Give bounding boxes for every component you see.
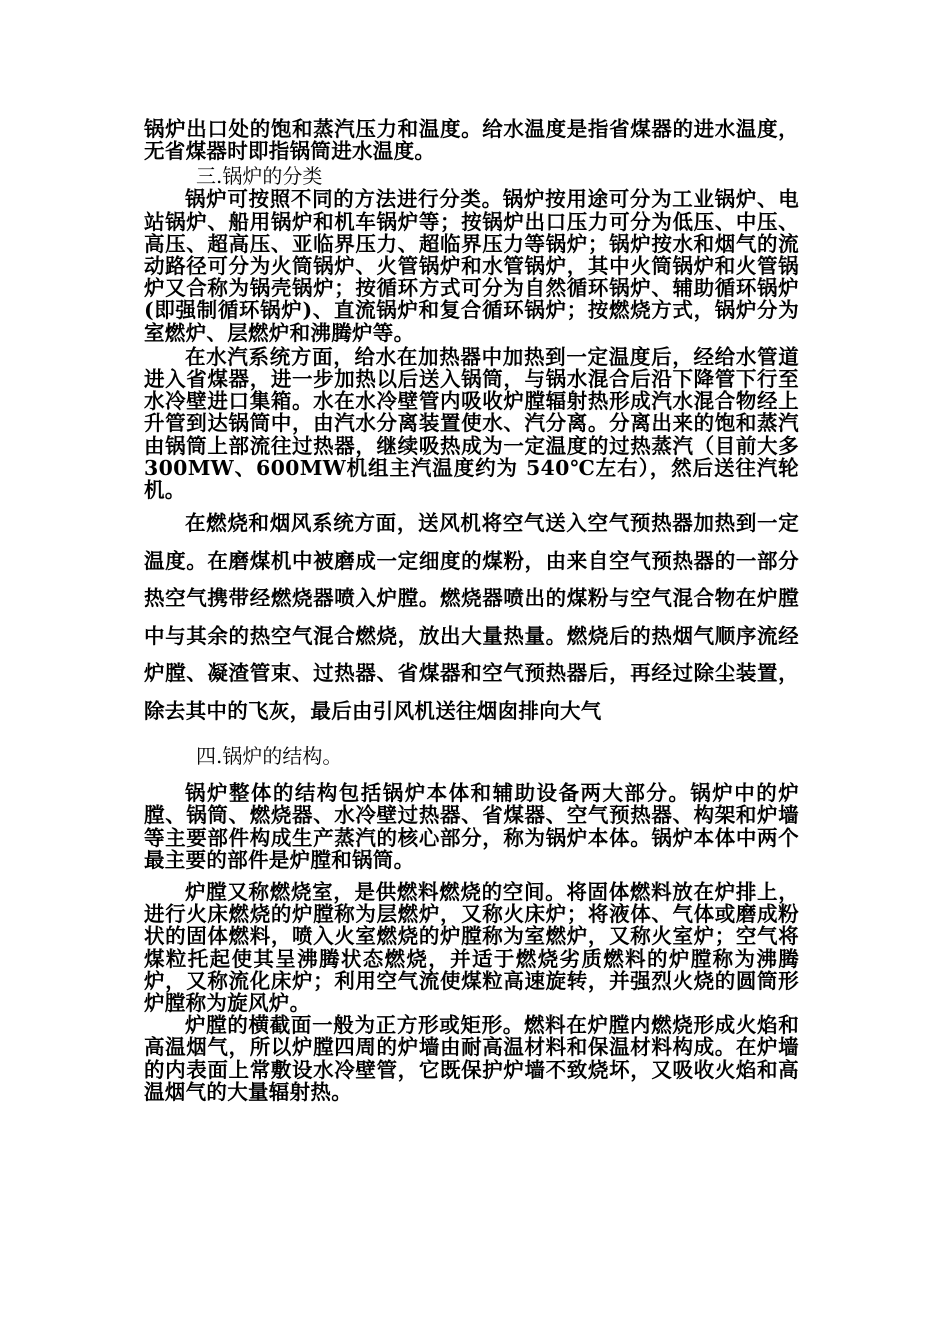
cross-section-paragraph: 炉膛的横截面一般为正方形或矩形。燃料在炉膛内燃烧形成火焰和高温烟气，所以炉膛四周的炉墙由耐高温材料和保温材料构成。在炉墙的内表面上常敷设水冷壁管，它既保护炉墙不致烧坏，又吸收火焰和高温烟气的大量辐射热。 — [144, 1013, 799, 1104]
classification-paragraph: 锅炉可按照不同的方法进行分类。锅炉按用途可分为工业锅炉、电站锅炉、船用锅炉和机车锅炉等；按锅炉出口压力可分为低压、中压、高压、超高压、亚临界压力、超临界压力等锅炉；锅炉按水和烟气的流动路径可分为火筒锅炉、火管锅炉和水管锅炉，其中火筒锅炉和火管锅炉又合称为锅壳锅炉；按循环方式可分为自然循环锅炉、辅助循环锅炉(即强制循环锅炉)、直流锅炉和复合循环锅炉；按燃烧方式，锅炉分为室燃炉、层燃炉和沸腾炉等。 — [144, 187, 799, 345]
steam-water-paragraph: 在水汽系统方面，给水在加热器中加热到一定温度后，经给水管道进入省煤器，进一步加热以后送入锅筒，与锅水混合后沿下降管下行至水冷壁进口集箱。水在水冷壁管内吸收炉膛辐射热形成汽水混合物经上升管到达锅筒中，由汽水分离装置使水、汽分离。分离出来的饱和蒸汽由锅筒上部流往过热器，继续吸热成为一定温度的过热蒸汽（目前大多 300MW、600MW机组主汽温度约为 540℃左右），然后送往汽轮机。 — [144, 344, 799, 503]
structure-paragraph: 锅炉整体的结构包括锅炉本体和辅助设备两大部分。锅炉中的炉膛、锅筒、燃烧器、水冷壁过热器、省煤器、空气预热器、构架和炉墙等主要部件构成生产蒸汽的核心部分，称为锅炉本体。锅炉本体中两个最主要的部件是炉膛和锅筒。 — [144, 781, 799, 872]
section-heading-classification: 三.锅炉的分类 — [196, 164, 323, 189]
furnace-paragraph: 炉膛又称燃烧室，是供燃料燃烧的空间。将固体燃料放在炉排上，进行火床燃烧的炉膛称为层燃炉，又称火床炉；将液体、气体或磨成粉状的固体燃料，喷入火室燃烧的炉膛称为室燃炉，又称火室炉；空气将煤粒托起使其呈沸腾状态燃烧，并适于燃烧劣质燃料的炉膛称为沸腾炉，又称流化床炉；利用空气流使煤粒高速旋转，并强烈火烧的圆筒形炉膛称为旋风炉。 — [144, 880, 799, 1016]
document-body — [144, 118, 799, 1103]
combustion-paragraph: 在燃烧和烟风系统方面，送风机将空气送入空气预热器加热到一定温度。在磨煤机中被磨成一定细度的煤粉，由来自空气预热器的一部分热空气携带经燃烧器喷入炉膛。燃烧器喷出的煤粉与空气混合物在炉膛中与其余的热空气混合燃烧，放出大量热量。燃烧后的热烟气顺序流经炉膛、凝渣管束、过热器、省煤器和空气预热器后，再经过除尘装置，除去其中的飞灰，最后由引风机送往烟囱排向大气 — [144, 511, 799, 723]
intro-paragraph: 锅炉出口处的饱和蒸汽压力和温度。给水温度是指省煤器的进水温度，无省煤器时即指锅筒进水温度。 — [144, 117, 799, 164]
section-heading-structure: 四.锅炉的结构。 — [196, 744, 343, 769]
